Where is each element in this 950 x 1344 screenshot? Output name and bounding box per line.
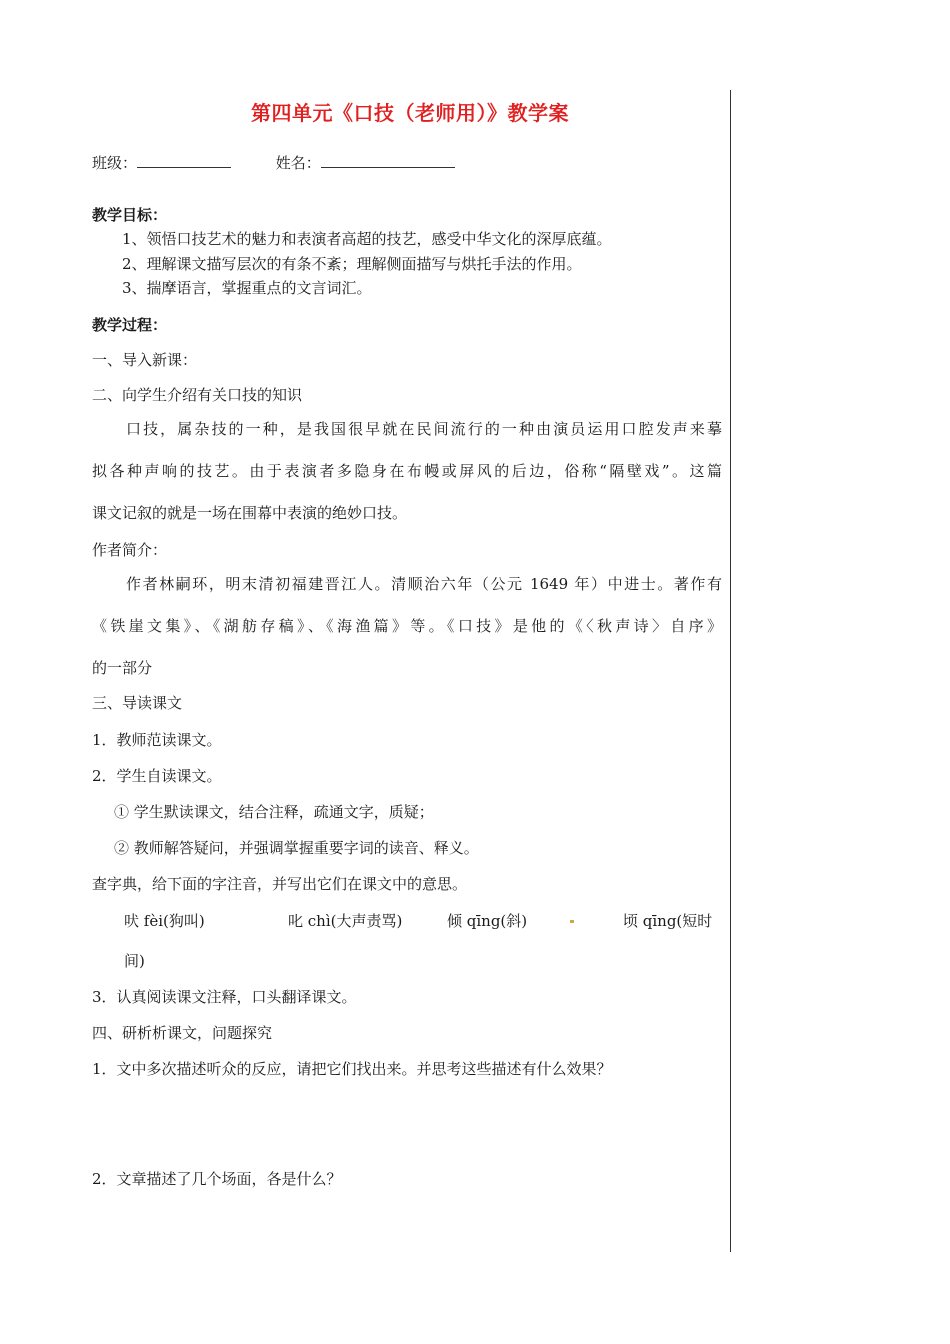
section-heading: 三、导读课文	[92, 694, 183, 712]
question: 1．文中多次描述听众的反应，请把它们找出来。并思考这些描述有什么效果？	[92, 1060, 612, 1078]
paragraph-line: 口技，属杂技的一种，是我国很早就在民间流行的一种由演员运用口腔发声来摹	[126, 420, 722, 438]
list-item: 3．认真阅读课文注释，口头翻译课文。	[92, 988, 357, 1006]
word-item: 吠 fèi(狗叫)	[124, 912, 205, 930]
word-item: 顷 qīng(短时	[623, 912, 713, 930]
class-blank	[137, 153, 231, 168]
paragraph-line: 《铁崖文集》、《湖舫存稿》、《海渔篇》等。《口技》是他的《〈秋声诗〉自序》	[92, 617, 722, 635]
process-heading: 教学过程：	[92, 316, 168, 334]
page-title: 第四单元《口技（老师用）》教学案	[251, 101, 569, 125]
margin-divider	[730, 90, 731, 1252]
paragraph-line: 课文记叙的就是一场在围幕中表演的绝妙口技。	[92, 504, 408, 522]
section-heading: 一、导入新课：	[92, 351, 198, 369]
form-row	[92, 152, 455, 173]
list-item: 2．学生自读课文。	[92, 767, 222, 785]
intro-paragraph	[92, 408, 722, 534]
dictionary-task: 查字典，给下面的字注音，并写出它们在课文中的意思。	[92, 875, 468, 893]
goals-heading: 教学目标：	[92, 206, 168, 224]
word-item: 倾 qīng(斜)	[447, 912, 528, 930]
stray-mark	[570, 920, 574, 923]
paragraph-line: 的一部分	[92, 659, 153, 677]
list-item: 1．教师范读课文。	[92, 731, 222, 749]
author-paragraph	[92, 563, 722, 689]
paragraph-line: 作者林嗣环，明末清初福建晋江人。清顺治六年（公元 1649 年）中进士。著作有	[126, 575, 722, 593]
question: 2．文章描述了几个场面，各是什么？	[92, 1170, 342, 1188]
goal-item: 1、领悟口技艺术的魅力和表演者高超的技艺，感受中华文化的深厚底蕴。	[122, 230, 612, 248]
list-subitem: ② 教师解答疑问，并强调掌握重要字词的读音、释义。	[114, 839, 479, 857]
word-item: 叱 chì(大声责骂)	[288, 912, 403, 930]
goal-item: 2、理解课文描写层次的有条不紊；理解侧面描写与烘托手法的作用。	[122, 255, 582, 273]
word-item-continued: 间)	[124, 952, 145, 970]
section-heading: 四、研析析课文，问题探究	[92, 1024, 273, 1042]
goal-item: 3、揣摩语言，掌握重点的文言词汇。	[122, 279, 372, 297]
class-label: 班级：	[92, 154, 138, 172]
author-label: 作者简介：	[92, 541, 168, 559]
name-label: 姓名：	[275, 154, 321, 172]
paragraph-line: 拟各种声响的技艺。由于表演者多隐身在布幔或屏风的后边，俗称“隔壁戏”。这篇	[92, 462, 722, 480]
name-blank	[321, 153, 455, 168]
list-subitem: ① 学生默读课文，结合注释，疏通文字，质疑；	[114, 803, 434, 821]
section-heading: 二、向学生介绍有关口技的知识	[92, 386, 303, 404]
